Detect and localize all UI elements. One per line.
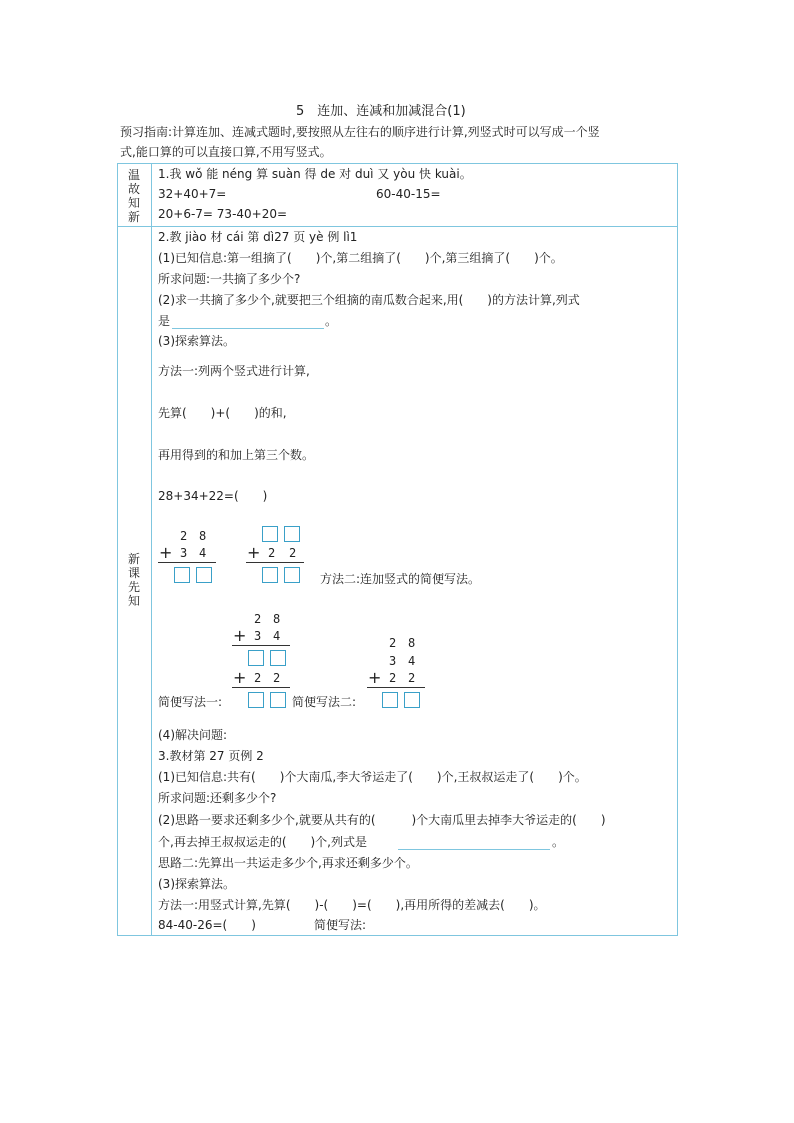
table-border-top <box>117 163 678 164</box>
simple1-label: 简便写法一: <box>158 695 223 709</box>
simple1-rule-2 <box>232 687 290 688</box>
section3-simple-label: 简便写法: <box>314 918 367 932</box>
simple2-digit: 2 <box>408 671 416 685</box>
simple2-digit: 3 <box>389 654 397 668</box>
calc-b-digit: 2 <box>289 546 297 560</box>
simple2-rule <box>367 687 425 688</box>
answer-box[interactable] <box>174 567 190 583</box>
guide-line-2: 式,能口算的可以直接口算,不用写竖式。 <box>120 145 332 159</box>
simple2-digit: 2 <box>389 636 397 650</box>
calc-b-rule <box>246 562 304 563</box>
calc-a-digit: 8 <box>199 529 207 543</box>
calc-a-rule <box>158 562 216 563</box>
section2-p4: (4)解决问题: <box>158 728 228 742</box>
answer-box[interactable] <box>404 692 420 708</box>
page-title: 5 连加、连减和加减混合(1) <box>296 104 466 119</box>
simple1-digit: 3 <box>254 629 262 643</box>
calc-a-digit: 3 <box>180 546 188 560</box>
simple2-digit: 8 <box>408 636 416 650</box>
section2-method1-step1: 先算( )+( )的和, <box>158 406 287 420</box>
section1-q3: 20+6-7= 73-40+20= <box>158 207 288 221</box>
table-border-bottom <box>117 935 678 936</box>
answer-box[interactable] <box>270 692 286 708</box>
simple2-digit: 4 <box>408 654 416 668</box>
section3-method1: 方法一:用竖式计算,先算( )-( )=( ),再用所得的差减去( )。 <box>158 898 546 912</box>
simple1-digit: 4 <box>273 629 281 643</box>
answer-line-2[interactable] <box>398 849 550 850</box>
section3-think2: 思路二:先算出一共运走多少个,再求还剩多少个。 <box>158 856 418 870</box>
answer-box[interactable] <box>196 567 212 583</box>
answer-box[interactable] <box>284 567 300 583</box>
section3-p3: (3)探索算法。 <box>158 877 235 891</box>
answer-box[interactable] <box>270 650 286 666</box>
plus-sign: + <box>233 626 247 645</box>
table-border-right <box>677 163 678 936</box>
answer-line-1[interactable] <box>172 328 324 329</box>
calc-b-digit: 2 <box>268 546 276 560</box>
answer-box[interactable] <box>284 526 300 542</box>
section2-p2b: 是 <box>158 314 171 328</box>
section3-known: (1)已知信息:共有( )个大南瓜,李大爷运走了( )个,王叔叔运走了( )个。 <box>158 770 587 784</box>
section3-think1a: (2)思路一要求还剩多少个,就要从共有的( )个大南瓜里去掉李大爷运走的( ) <box>158 813 606 827</box>
simple1-digit: 8 <box>273 612 281 626</box>
calc-a-digit: 4 <box>199 546 207 560</box>
section2-equation: 28+34+22=( ) <box>158 489 268 503</box>
section3-think1b: 个,再去掉王叔叔运走的( )个,列式是 <box>158 835 367 849</box>
section1-q2: 60-40-15= <box>376 187 441 201</box>
section2-p2end: 。 <box>325 314 338 328</box>
plus-sign: + <box>247 543 261 562</box>
plus-sign: + <box>159 543 173 562</box>
simple2-label: 简便写法二: <box>292 695 357 709</box>
simple1-digit: 2 <box>254 671 262 685</box>
answer-box[interactable] <box>382 692 398 708</box>
section2-heading: 2.教 jiào 材 cái 第 dì27 页 yè 例 lì1 <box>158 230 358 244</box>
table-border-mid <box>117 226 678 227</box>
table-border-divider <box>151 163 152 936</box>
simple1-digit: 2 <box>254 612 262 626</box>
answer-box[interactable] <box>262 567 278 583</box>
simple1-rule-1 <box>232 645 290 646</box>
simple2-digit: 2 <box>389 671 397 685</box>
section3-question: 所求问题:还剩多少个? <box>158 791 277 805</box>
calc-a-digit: 2 <box>180 529 188 543</box>
section1-heading: 1.我 wǒ 能 néng 算 suàn 得 de 对 duì 又 yòu 快 kuài。 <box>158 167 472 181</box>
sidebar-label-review: 温故知新 <box>127 168 140 224</box>
section1-q1: 32+40+7= <box>158 187 227 201</box>
section2-known: (1)已知信息:第一组摘了( )个,第二组摘了( )个,第三组摘了( )个。 <box>158 251 563 265</box>
section3-equation: 84-40-26=( ) <box>158 918 256 932</box>
answer-box[interactable] <box>248 650 264 666</box>
section2-question: 所求问题:一共摘了多少个? <box>158 272 301 286</box>
answer-box[interactable] <box>248 692 264 708</box>
section2-method1: 方法一:列两个竖式进行计算, <box>158 364 310 378</box>
section2-p2a: (2)求一共摘了多少个,就要把三个组摘的南瓜数合起来,用( )的方法计算,列式 <box>158 293 580 307</box>
simple1-digit: 2 <box>273 671 281 685</box>
section2-method2: 方法二:连加竖式的简便写法。 <box>320 572 481 586</box>
answer-box[interactable] <box>262 526 278 542</box>
section3-heading: 3.教材第 27 页例 2 <box>158 749 264 763</box>
section3-think1end: 。 <box>552 835 565 849</box>
guide-line-1: 预习指南:计算连加、连减式题时,要按照从左往右的顺序进行计算,列竖式时可以写成一个竖 <box>120 125 600 139</box>
table-border-left <box>117 163 118 936</box>
sidebar-label-preview: 新课先知 <box>127 552 140 608</box>
section2-method1-step2: 再用得到的和加上第三个数。 <box>158 448 315 462</box>
section2-p3: (3)探索算法。 <box>158 334 235 348</box>
plus-sign: + <box>368 668 382 687</box>
plus-sign: + <box>233 668 247 687</box>
